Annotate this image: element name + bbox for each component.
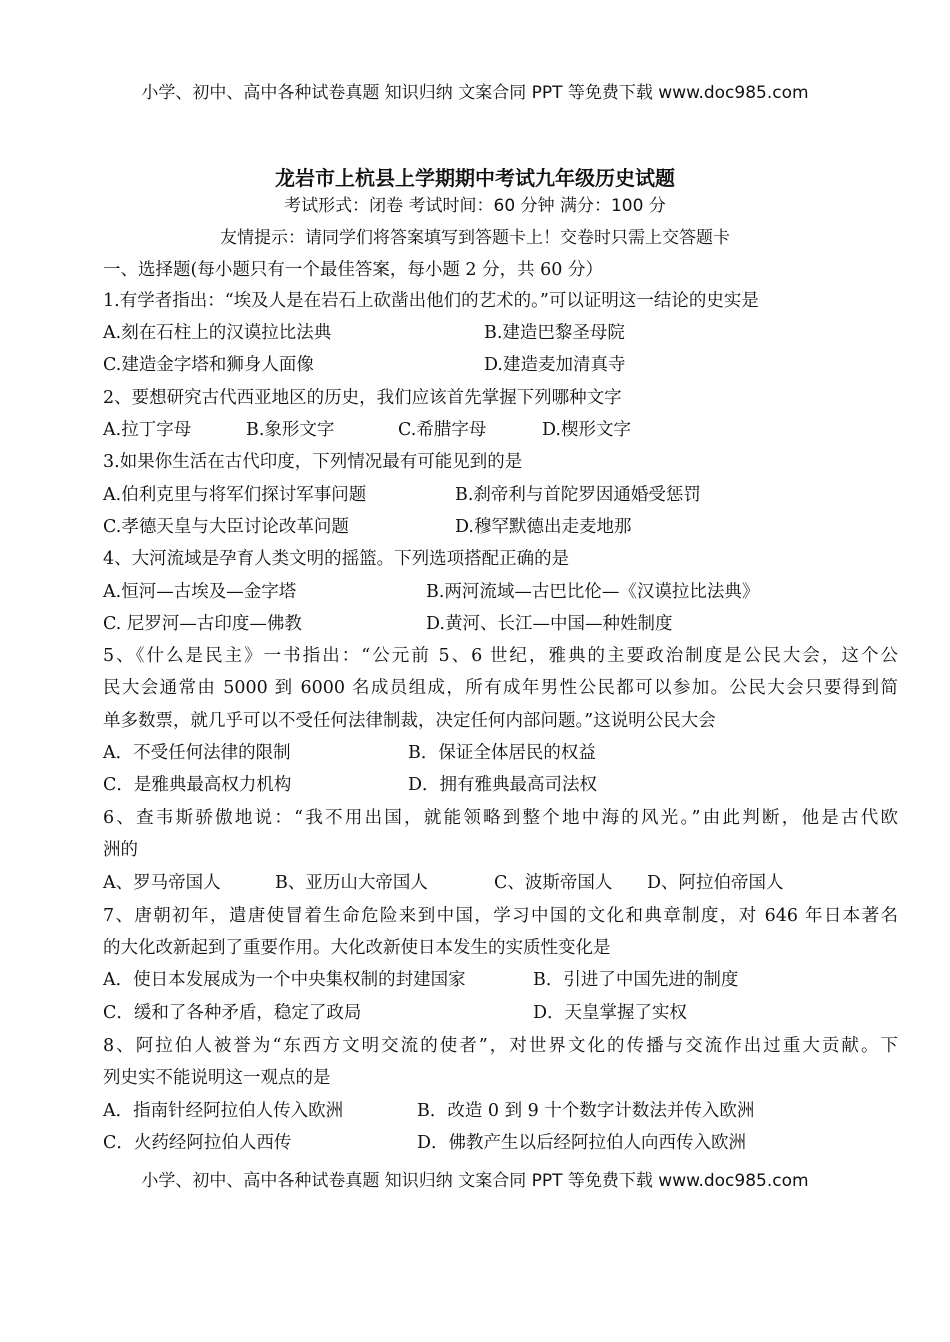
section-heading: 一、选择题(每小题只有一个最佳答案，每小题 2 分，共 60 分）	[103, 260, 603, 280]
option-b: B.两河流域—古巴比伦—《汉谟拉比法典》	[426, 582, 760, 602]
question-6-stem-line-1: 6、查韦斯骄傲地说：“我不用出国，就能领略到整个地中海的风光。”由此判断，他是古代欧	[103, 808, 898, 828]
option-d: D.楔形文字	[542, 420, 631, 440]
question-4-stem: 4、大河流域是孕育人类文明的摇篮。下列选项搭配正确的是	[103, 549, 570, 569]
option-b: B．引进了中国先进的制度	[533, 970, 739, 990]
option-a: A.刻在石柱上的汉谟拉比法典	[103, 323, 332, 343]
option-d: D．拥有雅典最高司法权	[408, 775, 598, 795]
option-d: D.建造麦加清真寺	[484, 355, 626, 375]
option-a: A.拉丁字母	[103, 420, 192, 440]
exam-title: 龙岩市上杭县上学期期中考试九年级历史试题	[275, 166, 675, 190]
question-3-stem: 3.如果你生活在古代印度，下列情况最有可能见到的是	[103, 452, 523, 472]
question-7-stem-line-2: 的大化改新起到了重要作用。大化改新使日本发生的实质性变化是	[103, 938, 611, 958]
option-c: C．火药经阿拉伯人西传	[103, 1133, 292, 1153]
option-d: D．佛教产生以后经阿拉伯人向西传入欧洲	[417, 1133, 747, 1153]
question-7-stem-line-1: 7、唐朝初年，遣唐使冒着生命危险来到中国，学习中国的文化和典章制度，对 646 年日本著名	[103, 906, 898, 926]
page-header: 小学、初中、高中各种试卷真题 知识归纳 文案合同 PPT 等免费下载 www.doc985.com	[141, 83, 809, 103]
option-c: C、波斯帝国人	[494, 873, 613, 893]
question-2-stem: 2、要想研究古代西亚地区的历史，我们应该首先掌握下列哪种文字	[103, 388, 622, 408]
question-5-stem-line-2: 民大会通常由 5000 到 6000 名成员组成，所有成年男性公民都可以参加。公民大会只要得到简	[103, 678, 898, 698]
page-footer: 小学、初中、高中各种试卷真题 知识归纳 文案合同 PPT 等免费下载 www.doc985.com	[141, 1171, 809, 1191]
option-c: C.希腊字母	[398, 420, 487, 440]
option-a: A．不受任何法律的限制	[103, 743, 291, 763]
option-b: B.象形文字	[246, 420, 335, 440]
option-c: C. 尼罗河—古印度—佛教	[103, 614, 302, 634]
option-b: B.建造巴黎圣母院	[484, 323, 625, 343]
option-b: B．保证全体居民的权益	[408, 743, 596, 763]
option-a: A．指南针经阿拉伯人传入欧洲	[103, 1101, 344, 1121]
option-c: C.孝德天皇与大臣讨论改革问题	[103, 517, 349, 537]
question-5-stem-line-1: 5、《什么是民主》一书指出：“公元前 5、6 世纪，雅典的主要政治制度是公民大会，这个公	[103, 646, 898, 666]
option-c: C．是雅典最高权力机构	[103, 775, 292, 795]
option-a: A．使日本发展成为一个中央集权制的封建国家	[103, 970, 466, 990]
option-c: C.建造金字塔和狮身人面像	[103, 355, 314, 375]
option-b: B、亚历山大帝国人	[275, 873, 428, 893]
exam-info: 考试形式：闭卷 考试时间：60 分钟 满分：100 分	[284, 196, 666, 216]
question-5-stem-line-3: 单多数票，就几乎可以不受任何法律制裁，决定任何内部问题。”这说明公民大会	[103, 711, 716, 731]
friendly-tip: 友情提示：请同学们将答案填写到答题卡上！交卷时只需上交答题卡	[220, 228, 730, 248]
option-d: D．天皇掌握了实权	[533, 1003, 688, 1023]
option-a: A.恒河—古埃及—金字塔	[103, 582, 297, 602]
option-d: D、阿拉伯帝国人	[647, 873, 784, 893]
option-a: A.伯利克里与将军们探讨军事问题	[103, 485, 367, 505]
question-8-stem-line-1: 8、阿拉伯人被誉为“东西方文明交流的使者”，对世界文化的传播与交流作出过重大贡献。下	[103, 1036, 898, 1056]
option-d: D.穆罕默德出走麦地那	[455, 517, 632, 537]
question-6-stem-line-2: 洲的	[103, 840, 138, 860]
option-b: B．改造 0 到 9 十个数字计数法并传入欧洲	[417, 1101, 755, 1121]
option-b: B.刹帝利与首陀罗因通婚受惩罚	[455, 485, 701, 505]
option-c: C．缓和了各种矛盾，稳定了政局	[103, 1003, 362, 1023]
question-8-stem-line-2: 列史实不能说明这一观点的是	[103, 1068, 331, 1088]
option-a: A、罗马帝国人	[103, 873, 221, 893]
question-1-stem: 1.有学者指出：“埃及人是在岩石上砍凿出他们的艺术的。”可以证明这一结论的史实是	[103, 291, 759, 311]
option-d: D.黄河、长江—中国—种姓制度	[426, 614, 673, 634]
